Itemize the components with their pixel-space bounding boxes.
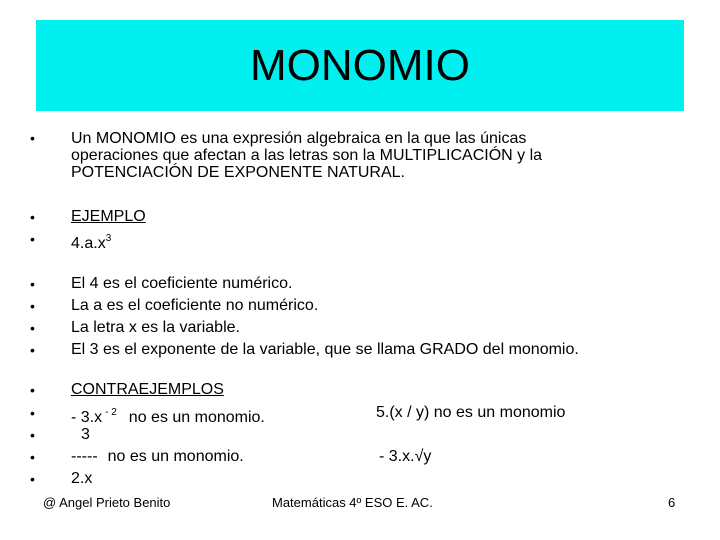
definition-line-1: Un MONOMIO es una expresión algebraica en la que las únicas xyxy=(71,130,527,147)
bullet: • xyxy=(30,209,35,225)
counterexample-3-note: no es un monomio. xyxy=(107,448,244,465)
bullet: • xyxy=(30,471,35,487)
bullet: • xyxy=(30,449,35,465)
example-heading-text: EJEMPLO xyxy=(71,208,146,225)
example-base: 4.a.x xyxy=(71,235,106,252)
bullet: • xyxy=(30,427,35,443)
example-exponent: 3 xyxy=(105,233,112,244)
bullet: • xyxy=(30,130,35,146)
bullet: • xyxy=(30,298,35,314)
counterexample-3 xyxy=(71,447,244,467)
counterexample-1-note: no es un monomio. xyxy=(128,409,265,426)
bullet: • xyxy=(30,342,35,358)
bullet: • xyxy=(30,405,35,421)
fraction-denominator: 2.x xyxy=(71,470,93,487)
definition-line-3: POTENCIACIÓN DE EXPONENTE NATURAL. xyxy=(71,164,405,181)
bullet: • xyxy=(30,231,35,247)
footer-author: @ Angel Prieto Benito xyxy=(43,495,171,510)
counterexample-1-base: - 3.x xyxy=(71,409,103,426)
counterexample-1 xyxy=(71,403,265,428)
example-expression xyxy=(71,229,111,254)
bullet: • xyxy=(30,382,35,398)
explanation-1: El 4 es el coeficiente numérico. xyxy=(71,275,293,292)
page-number: 6 xyxy=(668,495,676,510)
bullet: • xyxy=(30,276,35,292)
example-heading xyxy=(71,207,190,227)
counterexample-2: 5.(x / y) no es un monomio xyxy=(376,404,566,421)
definition-line-2: operaciones que afectan a las letras son la MULTIPLICACIÓN y la xyxy=(71,147,543,164)
bullet: • xyxy=(30,320,35,336)
slide-title: MONOMIO xyxy=(250,41,470,90)
explanation-3: La letra x es la variable. xyxy=(71,319,240,336)
counterexamples-heading: CONTRAEJEMPLOS xyxy=(71,381,224,398)
counterexample-4: - 3.x.√y xyxy=(379,448,432,465)
fraction-numerator: 3 xyxy=(81,426,90,443)
explanation-2: La a es el coeficiente no numérico. xyxy=(71,297,319,314)
footer-course: Matemáticas 4º ESO E. AC. xyxy=(272,495,433,510)
fraction-line: ----- xyxy=(71,448,98,465)
explanation-4: El 3 es el exponente de la variable, que se llama GRADO del monomio. xyxy=(71,341,579,358)
counterexample-1-exponent: - 2 xyxy=(105,407,117,418)
